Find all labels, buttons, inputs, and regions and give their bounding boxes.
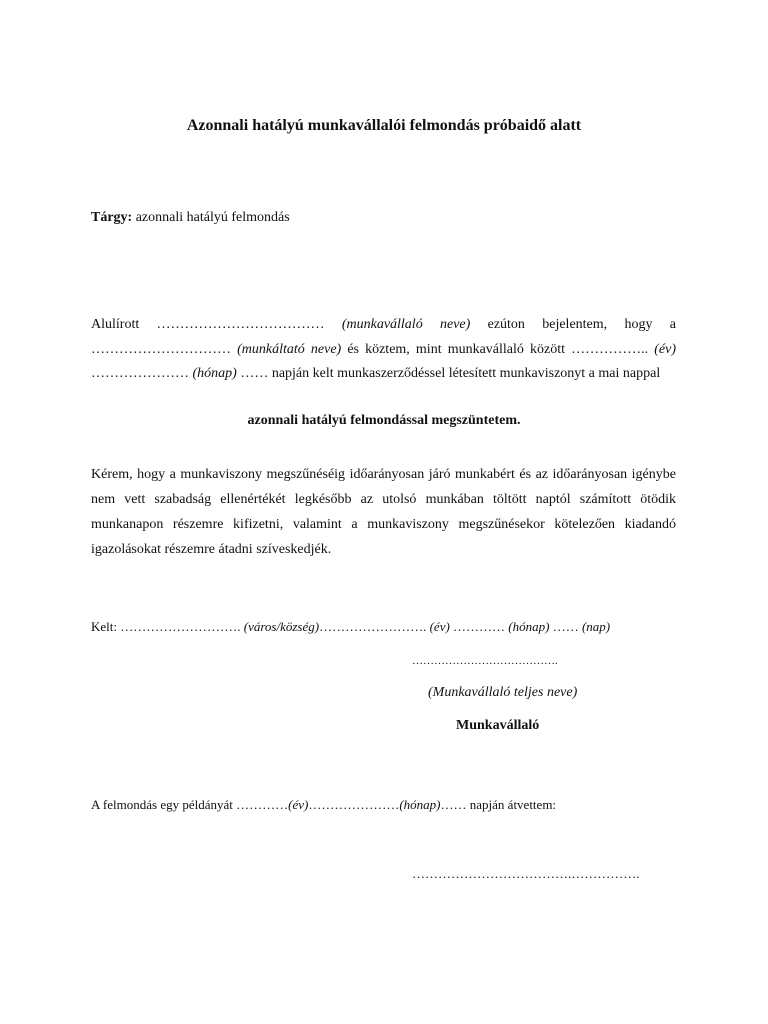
- dated-dots-month: …………: [449, 619, 509, 634]
- signature-role: Munkavállaló: [456, 718, 540, 733]
- intro-text-2: ezúton bejelentem, hogy a …………………………: [91, 317, 676, 357]
- dated-label: Kelt: ……………………….: [91, 619, 244, 634]
- dated-day-hint: (nap): [581, 619, 611, 634]
- receipt-line: [91, 797, 556, 813]
- document-title: Azonnali hatályú munkavállalói felmondás próbaidő alatt: [186, 117, 582, 134]
- dated-dots-year: …………………….: [319, 619, 430, 634]
- intro-paragraph: [91, 313, 676, 387]
- intro-text-3: és köztem, mint munkavállaló között ……………..: [341, 341, 655, 357]
- receipt-signature-line: ……………………………….…………….: [412, 866, 640, 881]
- receipt-text-3: …… napján átvettem:: [440, 797, 557, 812]
- dated-month-hint: (hónap): [508, 619, 550, 634]
- intro-text-4: …………………: [91, 366, 193, 381]
- city-hint: (város/község): [243, 619, 320, 634]
- subject-label: Tárgy:: [91, 210, 133, 225]
- subject-line: [91, 210, 290, 226]
- intro-text-1: Alulírott ………………………………: [91, 317, 342, 332]
- request-paragraph: Kérem, hogy a munkaviszony megszűnéséig időarányosan járó munkabért és az időarányosan igénybe nem vett szabadság ellenértékét legkésőbb az utolsó munkában töltött naptól számított ötödik munkanapon részemre kifizetni, valamint a munkaviszony megszűnésekor kötelezően kiadandó igazolásokat részemre átadni szíveskedjék.: [91, 467, 676, 557]
- receipt-text-1: A felmondás egy példányát …………: [91, 797, 289, 812]
- month-hint: (hónap): [192, 366, 237, 381]
- dated-year-hint: (év): [429, 619, 450, 634]
- dated-dots-day: ……: [549, 619, 582, 634]
- signature-line: ………………………………….: [412, 655, 558, 667]
- signature-name-hint: (Munkavállaló teljes neve): [428, 685, 578, 700]
- receipt-year-hint: (év): [288, 797, 309, 812]
- employee-name-hint: (munkavállaló neve): [341, 317, 471, 332]
- receipt-month-hint: (hónap): [399, 797, 441, 812]
- employer-name-hint: (munkáltató neve): [237, 341, 342, 357]
- year-hint: (év): [654, 341, 677, 357]
- intro-text-5: …… napján kelt munkaszerződéssel létesített munkaviszonyt a mai nappal: [236, 366, 661, 381]
- dated-line: [91, 619, 610, 635]
- subject-text: azonnali hatályú felmondás: [132, 210, 290, 225]
- termination-statement: azonnali hatályú felmondással megszüntetem.: [247, 413, 521, 428]
- receipt-text-2: …………………: [308, 797, 400, 812]
